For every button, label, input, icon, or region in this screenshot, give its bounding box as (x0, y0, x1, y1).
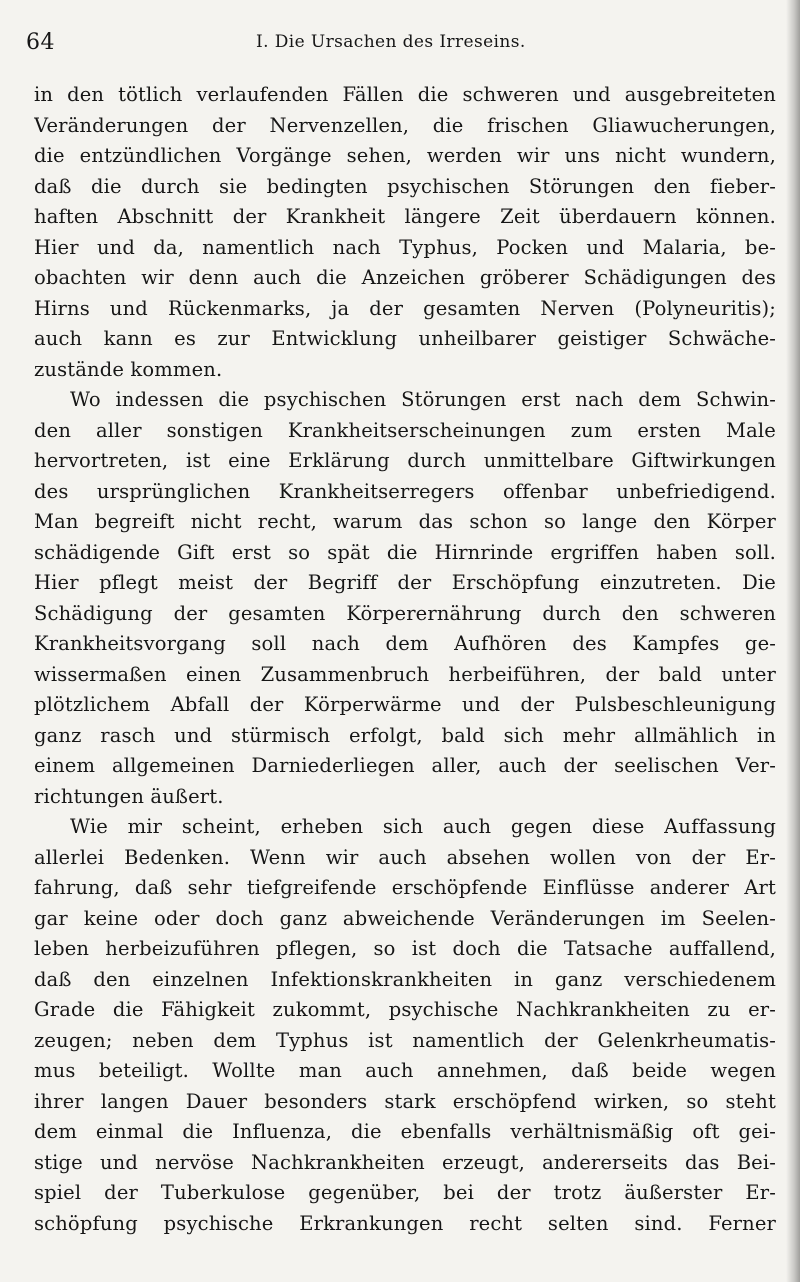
text-line: die entzündlichen Vorgänge sehen, werden wir uns nicht wundern, (34, 144, 776, 167)
text-line: ihrer langen Dauer besonders stark erschöpfend wirken, so steht (34, 1089, 776, 1113)
text-line: Wie mir scheint, erheben sich auch gegen diese Auffassung (70, 815, 776, 838)
text-line: gar keine oder doch ganz abweichende Veränderungen im Seelen- (34, 906, 776, 930)
text-line: schädigende Gift erst so spät die Hirnrinde ergriffen haben soll. (34, 540, 776, 564)
paragraph (34, 385, 776, 812)
text-line: spiel der Tuberkulose gegenüber, bei der trotz äußerster Er- (34, 1181, 776, 1204)
page-edge-shadow (786, 0, 800, 1282)
text-line: den aller sonstigen Krankheitserscheinungen zum ersten Male (34, 418, 776, 442)
paragraph (34, 812, 776, 1239)
text-line: Krankheitsvorgang soll nach dem Aufhören des Kampfes ge- (34, 632, 776, 655)
text-line: hervortreten, ist eine Erklärung durch unmittelbare Giftwirkungen (34, 449, 776, 472)
text-line: daß den einzelnen Infektionskrankheiten in ganz verschiedenem (34, 967, 776, 991)
body-text (34, 80, 776, 1239)
page-header (26, 30, 780, 64)
text-line: schöpfung psychische Erkrankungen recht selten sind. Ferner (34, 1211, 776, 1235)
text-line: in den tötlich verlaufenden Fällen die schweren und ausgebreiteten (34, 83, 776, 106)
text-line: Veränderungen der Nervenzellen, die frischen Gliawucherungen, (34, 113, 776, 137)
text-line: einem allgemeinen Darniederliegen aller, auch der seelischen Ver- (34, 754, 776, 777)
paragraph (34, 80, 776, 385)
text-line: Man begreift nicht recht, warum das schon so lange den Körper (34, 510, 776, 533)
running-head: I. Die Ursachen des Irreseins. (256, 32, 526, 52)
text-line: zustände kommen. (34, 357, 223, 381)
text-line: Grade die Fähigkeit zukommt, psychische Nachkrankheiten zu er- (34, 998, 776, 1021)
text-line: stige und nervöse Nachkrankheiten erzeugt, andererseits das Bei- (34, 1150, 776, 1174)
text-line: wissermaßen einen Zusammenbruch herbeiführen, der bald unter (34, 662, 776, 686)
text-line: Schädigung der gesamten Körperernährung durch den schweren (34, 601, 776, 625)
text-line: dem einmal die Influenza, die ebenfalls verhältnismäßig oft gei- (34, 1120, 776, 1143)
text-line: des ursprünglichen Krankheitserregers offenbar unbefriedigend. (34, 479, 776, 503)
text-line: ganz rasch und stürmisch erfolgt, bald sich mehr allmählich in (34, 723, 776, 747)
text-line: leben herbeizuführen pflegen, so ist doch die Tatsache auffallend, (34, 937, 776, 960)
text-line: Hier pflegt meist der Begriff der Erschöpfung einzutreten. Die (34, 571, 776, 594)
text-line: allerlei Bedenken. Wenn wir auch absehen wollen von der Er- (34, 845, 776, 869)
text-line: haften Abschnitt der Krankheit längere Zeit überdauern können. (34, 205, 776, 228)
text-line: Wo indessen die psychischen Störungen erst nach dem Schwin- (70, 388, 776, 411)
text-line: Hirns und Rückenmarks, ja der gesamten Nerven (Polyneuritis); (34, 296, 776, 320)
page-number: 64 (26, 30, 55, 55)
text-line: zeugen; neben dem Typhus ist namentlich der Gelenkrheumatis- (34, 1028, 776, 1052)
text-line: Hier und da, namentlich nach Typhus, Pocken und Malaria, be- (34, 235, 776, 259)
text-line: richtungen äußert. (34, 784, 224, 808)
text-line: obachten wir denn auch die Anzeichen gröberer Schädigungen des (34, 266, 776, 289)
text-line: fahrung, daß sehr tiefgreifende erschöpfende Einflüsse anderer Art (34, 876, 776, 899)
text-line: auch kann es zur Entwicklung unheilbarer geistiger Schwäche- (34, 327, 776, 350)
text-line: daß die durch sie bedingten psychischen Störungen den fieber- (34, 174, 776, 198)
text-line: plötzlichem Abfall der Körperwärme und der Pulsbeschleunigung (34, 693, 776, 716)
text-line: mus beteiligt. Wollte man auch annehmen, daß beide wegen (34, 1059, 776, 1082)
